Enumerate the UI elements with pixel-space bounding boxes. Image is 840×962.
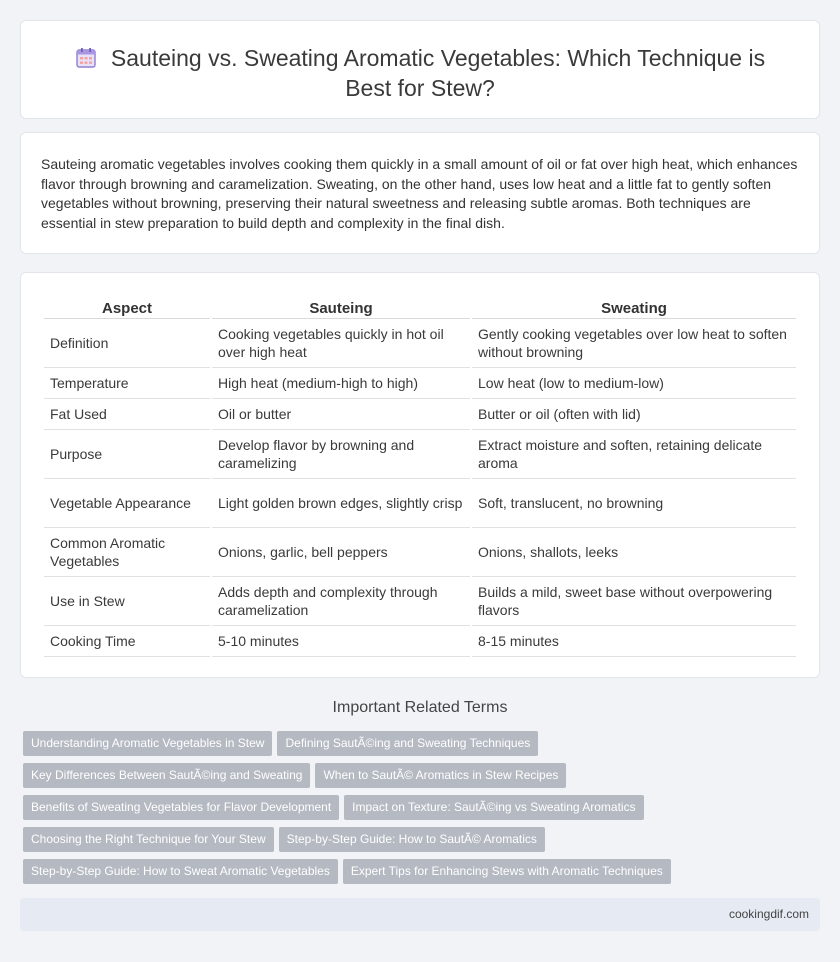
related-tag[interactable]: Expert Tips for Enhancing Stews with Aromatic Techniques xyxy=(343,859,671,884)
related-tag[interactable]: Benefits of Sweating Vegetables for Flavor Development xyxy=(23,795,339,820)
tag-row xyxy=(23,859,823,891)
row-aspect: Fat Used xyxy=(44,399,210,430)
row-sweating: Gently cooking vegetables over low heat to soften without browning xyxy=(472,319,796,368)
row-aspect: Common Aromatic Vegetables xyxy=(44,528,210,577)
row-sweating: Butter or oil (often with lid) xyxy=(472,399,796,430)
row-sauteing: Onions, garlic, bell peppers xyxy=(212,528,470,577)
header-aspect: Aspect xyxy=(44,295,210,319)
header-sweating: Sweating xyxy=(472,295,796,319)
tag-row xyxy=(23,795,823,827)
related-tag[interactable]: Impact on Texture: SautÃ©ing vs Sweating Aromatics xyxy=(344,795,643,820)
related-tag[interactable]: Step-by-Step Guide: How to SautÃ© Aromatics xyxy=(279,827,545,852)
table-row xyxy=(44,626,796,657)
row-aspect: Cooking Time xyxy=(44,626,210,657)
tag-row xyxy=(23,827,823,859)
page-title-wrap xyxy=(21,43,819,103)
table-row xyxy=(44,399,796,430)
row-sauteing: 5-10 minutes xyxy=(212,626,470,657)
related-tag[interactable]: Defining SautÃ©ing and Sweating Techniques xyxy=(277,731,538,756)
row-sweating: Extract moisture and soften, retaining delicate aroma xyxy=(472,430,796,479)
row-sweating: Builds a mild, sweet base without overpowering flavors xyxy=(472,577,796,626)
related-tag[interactable]: When to SautÃ© Aromatics in Stew Recipes xyxy=(315,763,566,788)
page-title: Sauteing vs. Sweating Aromatic Vegetables: Which Technique is Best for Stew? xyxy=(110,45,766,101)
row-sauteing: High heat (medium-high to high) xyxy=(212,368,470,399)
row-aspect: Use in Stew xyxy=(44,577,210,626)
related-tag[interactable]: Understanding Aromatic Vegetables in Stew xyxy=(23,731,272,756)
row-sweating: Soft, translucent, no browning xyxy=(472,479,796,528)
related-tag[interactable]: Choosing the Right Technique for Your Stew xyxy=(23,827,274,852)
related-tag[interactable]: Step-by-Step Guide: How to Sweat Aromatic Vegetables xyxy=(23,859,338,884)
comparison-card xyxy=(20,272,820,678)
table-header-row xyxy=(44,295,796,319)
table-row xyxy=(44,430,796,479)
table-row xyxy=(44,368,796,399)
row-sauteing: Cooking vegetables quickly in hot oil over high heat xyxy=(212,319,470,368)
intro-card xyxy=(20,132,820,254)
related-tag[interactable]: Key Differences Between SautÃ©ing and Sweating xyxy=(23,763,310,788)
row-aspect: Purpose xyxy=(44,430,210,479)
table-row xyxy=(44,479,796,528)
row-aspect: Definition xyxy=(44,319,210,368)
tag-row xyxy=(23,731,823,763)
calendar-icon xyxy=(75,46,97,68)
row-sauteing: Develop flavor by browning and caramelizing xyxy=(212,430,470,479)
comparison-table xyxy=(42,295,798,657)
table-row xyxy=(44,528,796,577)
header-sauteing: Sauteing xyxy=(212,295,470,319)
intro-paragraph: Sauteing aromatic vegetables involves cooking them quickly in a small amount of oil or fat over high heat, which enhances flavor through browning and caramelization. Sweating, on the other hand, uses low heat and a little fat to gently soften vegetables without browning, preserving their natural sweetness and releasing subtle aromas. Both techniques are essential in stew preparation to build depth and complexity in the final dish. xyxy=(41,156,798,231)
row-sauteing: Adds depth and complexity through caramelization xyxy=(212,577,470,626)
title-card xyxy=(20,20,820,119)
footer xyxy=(20,898,820,931)
row-aspect: Temperature xyxy=(44,368,210,399)
row-sauteing: Light golden brown edges, slightly crisp xyxy=(212,479,470,528)
table-row xyxy=(44,319,796,368)
row-aspect: Vegetable Appearance xyxy=(44,479,210,528)
related-tags xyxy=(23,731,823,891)
table-row xyxy=(44,577,796,626)
related-terms-heading: Important Related Terms xyxy=(332,699,508,716)
row-sauteing: Oil or butter xyxy=(212,399,470,430)
footer-site[interactable]: cookingdif.com xyxy=(728,907,809,921)
row-sweating: 8-15 minutes xyxy=(472,626,796,657)
row-sweating: Onions, shallots, leeks xyxy=(472,528,796,577)
tag-row xyxy=(23,763,823,795)
row-sweating: Low heat (low to medium-low) xyxy=(472,368,796,399)
